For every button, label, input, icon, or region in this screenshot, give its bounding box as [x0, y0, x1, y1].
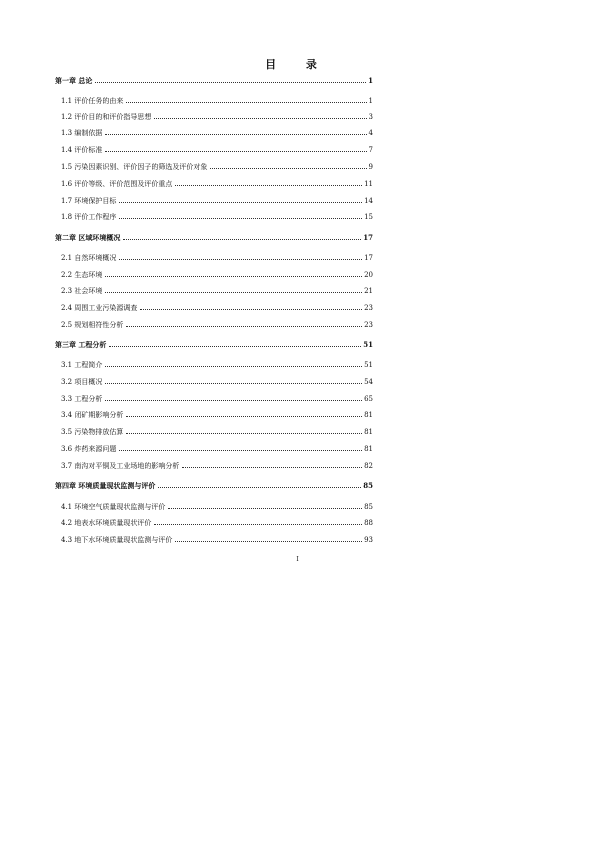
dot-leader	[105, 400, 362, 401]
toc-section-entry[interactable]	[61, 196, 373, 206]
toc-section-entry[interactable]	[61, 461, 373, 471]
toc-section-entry[interactable]	[61, 410, 373, 420]
dot-leader	[126, 326, 362, 327]
toc-entry-label: 2.3 社会环境	[61, 287, 103, 295]
toc-entry-page: 23	[364, 321, 373, 329]
toc-entry-page: 21	[364, 287, 373, 295]
dot-leader	[126, 433, 362, 434]
toc-entry-label: 1.3 编制依据	[61, 129, 103, 137]
toc-entry-label: 1.2 评价目的和评价指导思想	[61, 113, 152, 121]
toc-entry-label: 第四章 环境质量现状监测与评价	[55, 481, 156, 490]
toc-entry-page: 3	[368, 113, 373, 121]
toc-entry-label: 2.1 自然环境概况	[61, 254, 117, 262]
toc-section-entry[interactable]	[61, 128, 373, 138]
toc-entry-label: 3.4 闭矿期影响分析	[61, 411, 124, 419]
dot-leader	[95, 82, 366, 83]
toc-entry-label: 1.5 污染因素识别、评价因子的筛选及评价对象	[61, 163, 208, 171]
dot-leader	[119, 259, 362, 260]
toc-entry-label: 第三章 工程分析	[55, 340, 107, 349]
dot-leader	[154, 524, 362, 525]
toc-entry-label: 2.5 规划相符性分析	[61, 321, 124, 329]
toc-section-entry[interactable]	[61, 253, 373, 263]
dot-leader	[210, 168, 366, 169]
toc-entry-page: 85	[363, 481, 373, 490]
dot-leader	[119, 450, 362, 451]
toc-chapter-entry[interactable]	[55, 481, 373, 491]
toc-section-entry[interactable]	[61, 394, 373, 404]
toc-entry-page: 65	[364, 395, 373, 403]
toc-entry-label: 3.6 炸药来源问题	[61, 445, 117, 453]
toc-entry-page: 4	[368, 129, 373, 137]
toc-section-entry[interactable]	[61, 360, 373, 370]
toc-section-entry[interactable]	[61, 96, 373, 106]
dot-leader	[119, 218, 362, 219]
toc-section-entry[interactable]	[61, 162, 373, 172]
toc-entry-page: 14	[364, 197, 373, 205]
toc-entry-page: 9	[368, 163, 373, 171]
toc-entry-label: 第一章 总论	[55, 76, 93, 85]
toc-entry-page: 20	[364, 271, 373, 279]
toc-entry-page: 51	[363, 340, 373, 349]
dot-leader	[182, 467, 362, 468]
dot-leader	[105, 276, 362, 277]
dot-leader	[175, 185, 362, 186]
toc-entry-page: 81	[364, 411, 373, 419]
toc-section-entry[interactable]	[61, 145, 373, 155]
toc-entry-page: 15	[364, 213, 373, 221]
toc-entry-page: 1	[368, 97, 373, 105]
toc-entry-label: 2.4 周围工业污染源调查	[61, 304, 138, 312]
dot-leader	[119, 202, 362, 203]
toc-entry-label: 第二章 区域环境概况	[55, 233, 121, 242]
dot-leader	[126, 102, 366, 103]
dot-leader	[123, 239, 361, 240]
toc-entry-label: 3.5 污染物排放估算	[61, 428, 124, 436]
toc-entry-label: 1.7 环境保护目标	[61, 197, 117, 205]
toc-entry-page: 82	[364, 462, 373, 470]
dot-leader	[126, 416, 362, 417]
dot-leader	[109, 346, 361, 347]
toc-entry-label: 1.6 评价等级、评价范围及评价重点	[61, 180, 173, 188]
toc-entry-page: 93	[364, 536, 373, 544]
toc-section-entry[interactable]	[61, 535, 373, 545]
toc-chapter-entry[interactable]	[55, 233, 373, 243]
toc-entry-page: 51	[364, 361, 373, 369]
toc-entry-page: 17	[363, 233, 373, 242]
toc-chapter-entry[interactable]	[55, 76, 373, 86]
toc-section-entry[interactable]	[61, 320, 373, 330]
toc-entry-page: 1	[368, 76, 373, 85]
toc-entry-label: 3.7 南沟对平铜及工业场地的影响分析	[61, 462, 180, 470]
dot-leader	[168, 508, 362, 509]
dot-leader	[105, 292, 362, 293]
dot-leader	[175, 541, 362, 542]
page-number: I	[296, 556, 299, 563]
toc-entry-label: 2.2 生态环境	[61, 271, 103, 279]
toc-entry-page: 88	[364, 519, 373, 527]
toc-title: 目 录	[265, 58, 330, 71]
toc-section-entry[interactable]	[61, 286, 373, 296]
toc-section-entry[interactable]	[61, 303, 373, 313]
toc-section-entry[interactable]	[61, 212, 373, 222]
toc-entry-label: 1.8 评价工作程序	[61, 213, 117, 221]
toc-entry-label: 4.3 地下水环境质量现状监测与评价	[61, 536, 173, 544]
dot-leader	[105, 366, 362, 367]
dot-leader	[105, 151, 366, 152]
toc-entry-page: 54	[364, 378, 373, 386]
toc-entry-page: 17	[364, 254, 373, 262]
toc-section-entry[interactable]	[61, 270, 373, 280]
toc-section-entry[interactable]	[61, 377, 373, 387]
toc-section-entry[interactable]	[61, 518, 373, 528]
toc-entry-label: 4.1 环境空气质量现状监测与评价	[61, 503, 166, 511]
toc-entry-page: 81	[364, 428, 373, 436]
dot-leader	[105, 383, 362, 384]
toc-entry-page: 7	[368, 146, 373, 154]
toc-entry-page: 81	[364, 445, 373, 453]
toc-entry-page: 23	[364, 304, 373, 312]
toc-section-entry[interactable]	[61, 179, 373, 189]
toc-section-entry[interactable]	[61, 112, 373, 122]
toc-entry-label: 3.2 项目概况	[61, 378, 103, 386]
dot-leader	[140, 309, 362, 310]
toc-chapter-entry[interactable]	[55, 340, 373, 350]
dot-leader	[158, 487, 361, 488]
toc-section-entry[interactable]	[61, 444, 373, 454]
toc-entry-label: 3.1 工程简介	[61, 361, 103, 369]
toc-section-entry[interactable]	[61, 427, 373, 437]
toc-entry-page: 85	[364, 503, 373, 511]
toc-section-entry[interactable]	[61, 502, 373, 512]
dot-leader	[154, 118, 366, 119]
dot-leader	[105, 134, 366, 135]
toc-entry-label: 4.2 地表水环境质量现状评价	[61, 519, 152, 527]
toc-entry-label: 1.1 评价任务的由来	[61, 97, 124, 105]
toc-entry-label: 1.4 评价标准	[61, 146, 103, 154]
toc-entry-label: 3.3 工程分析	[61, 395, 103, 403]
toc-entry-page: 11	[364, 180, 373, 188]
